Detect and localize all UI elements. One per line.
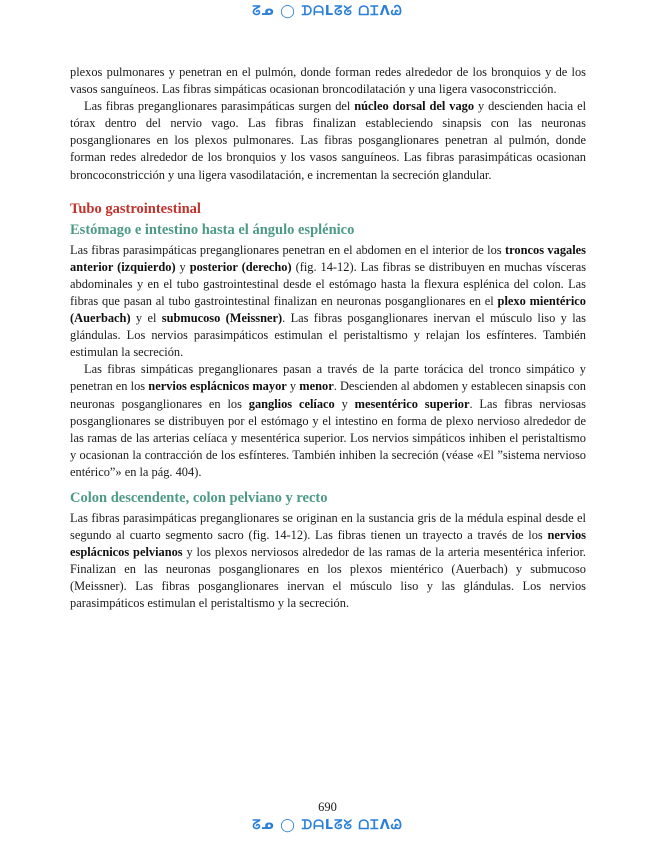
subsection-heading-estomago: Estómago e intestino hasta el ángulo esplénico — [70, 221, 355, 238]
term-ganglios-celiaco: ganglios celíaco — [248, 396, 335, 411]
paragraph-colon-parasympathetic: Las fibras parasimpáticas preganglionares se originan en la sustancia gris de la médula espinal desde el segundo al cuarto segmento sacro (fig. 14-12). Las fibras tienen un trayecto a través de los nervios esplácnicos pelvianos y los plexos nerviosos alrededor de las ramas de la arteria mesentérica inferior. Finalizan en las neuronas posganglionares en los plexos mientérico (Auerbach) y submucoso (Meissner). Las fibras posganglionares inervan el músculo liso y las glándulas. Los nervios parasimpáticos estimulan el peristaltismo y la secreción. — [70, 510, 586, 611]
paragraph-pulmonary-sympathetic: plexos pulmonares y penetran en el pulmón, donde forman redes alrededor de los bronquios y de los vasos sanguíneos. Las fibras simpáticas ocasionan broncodilatación y una ligera vasoconstricción. — [70, 65, 586, 97]
term-nervios-esplacnicos-pelvianos: nervios esplácnicos pelvianos — [70, 528, 586, 560]
watermark-top: ᘔᓄ ◯ ᗪᗩᒪᘔᘜ ᗝᏆᐱᏊ — [252, 4, 403, 19]
term-submucoso: submucoso (Meissner) — [161, 311, 283, 326]
section-heading-tubo-gastrointestinal: Tubo gastrointestinal — [70, 200, 201, 217]
term-mesenterico-superior: mesentérico superior — [354, 396, 470, 411]
term-posterior: posterior (derecho) — [189, 259, 292, 274]
term-plexo-mienterico: plexo mientérico (Auerbach) — [70, 293, 586, 326]
term-nucleo-dorsal-vago: núcleo dorsal del vago — [354, 99, 475, 114]
term-menor: menor — [299, 379, 334, 394]
term-nervios-esplacnicos-mayor: nervios esplácnicos mayor — [148, 379, 287, 394]
paragraph-pulmonary-parasympathetic: Las fibras preganglionares parasimpáticas surgen del núcleo dorsal del vago y descienden hacia el tórax dentro del nervio vago. Las fibras finalizan estableciendo sinapsis con las neuronas posganglionares en los plexos pulmonares. Las fibras posganglionares penetran al pulmón, donde forman redes alrededor de los bronquios y los vasos sanguíneos. Las fibras parasimpáticas ocasionan broncoconstricción y una ligera vasodilatación, e incrementan la secreción glandular. — [70, 99, 587, 182]
paragraph-gi-parasympathetic: Las fibras parasimpáticas preganglionares penetran en el abdomen en el interior de los troncos vagales anterior (izquierdo) y posterior (derecho) (fig. 14-12). Las fibras se distribuyen en muchas vísceras abdominales y en el tubo gastrointestinal desde el estómago hasta la flexura esplénica del colon. Las fibras que pasan al tubo gastrointestinal finalizan en neuronas posganglionares en el plexo mientérico (Auerbach) y el submucoso (Meissner). Las fibras posganglionares inervan el músculo liso y las glándulas. Los nervios parasimpáticos estimulan el peristaltismo y relajan los esfínteres. También estimulan la secreción. — [70, 242, 587, 360]
watermark-bottom: ᘔᓄ ◯ ᗪᗩᒪᘔᘜ ᗝᏆᐱᏊ — [252, 818, 403, 833]
paragraph-gi-sympathetic: Las fibras simpáticas preganglionares pasan a través de la parte torácica del tronco simpático y penetran en los nervios esplácnicos mayor y menor. Descienden al abdomen y establecen sinapsis con neuronas posganglionares en los ganglios celíaco y mesentérico superior. Las fibras nerviosas posganglionares se distribuyen por el estómago y el intestino en forma de plexo nervioso alrededor de las ramas de las arterias celíaca y mesentérica superior. Los nervios simpáticos inhiben el peristaltismo y ocasionan la contracción de los esfínteres. También inhiben la secreción (véase «El ”sistema nervioso entérico”» en la pág. 404). — [70, 362, 587, 479]
term-troncos-vagales-anterior: troncos vagales anterior (izquierdo) — [70, 242, 586, 274]
page-content — [70, 64, 586, 613]
subsection-heading-colon: Colon descendente, colon pelviano y recto — [70, 489, 328, 506]
page-number: 690 — [318, 800, 337, 814]
